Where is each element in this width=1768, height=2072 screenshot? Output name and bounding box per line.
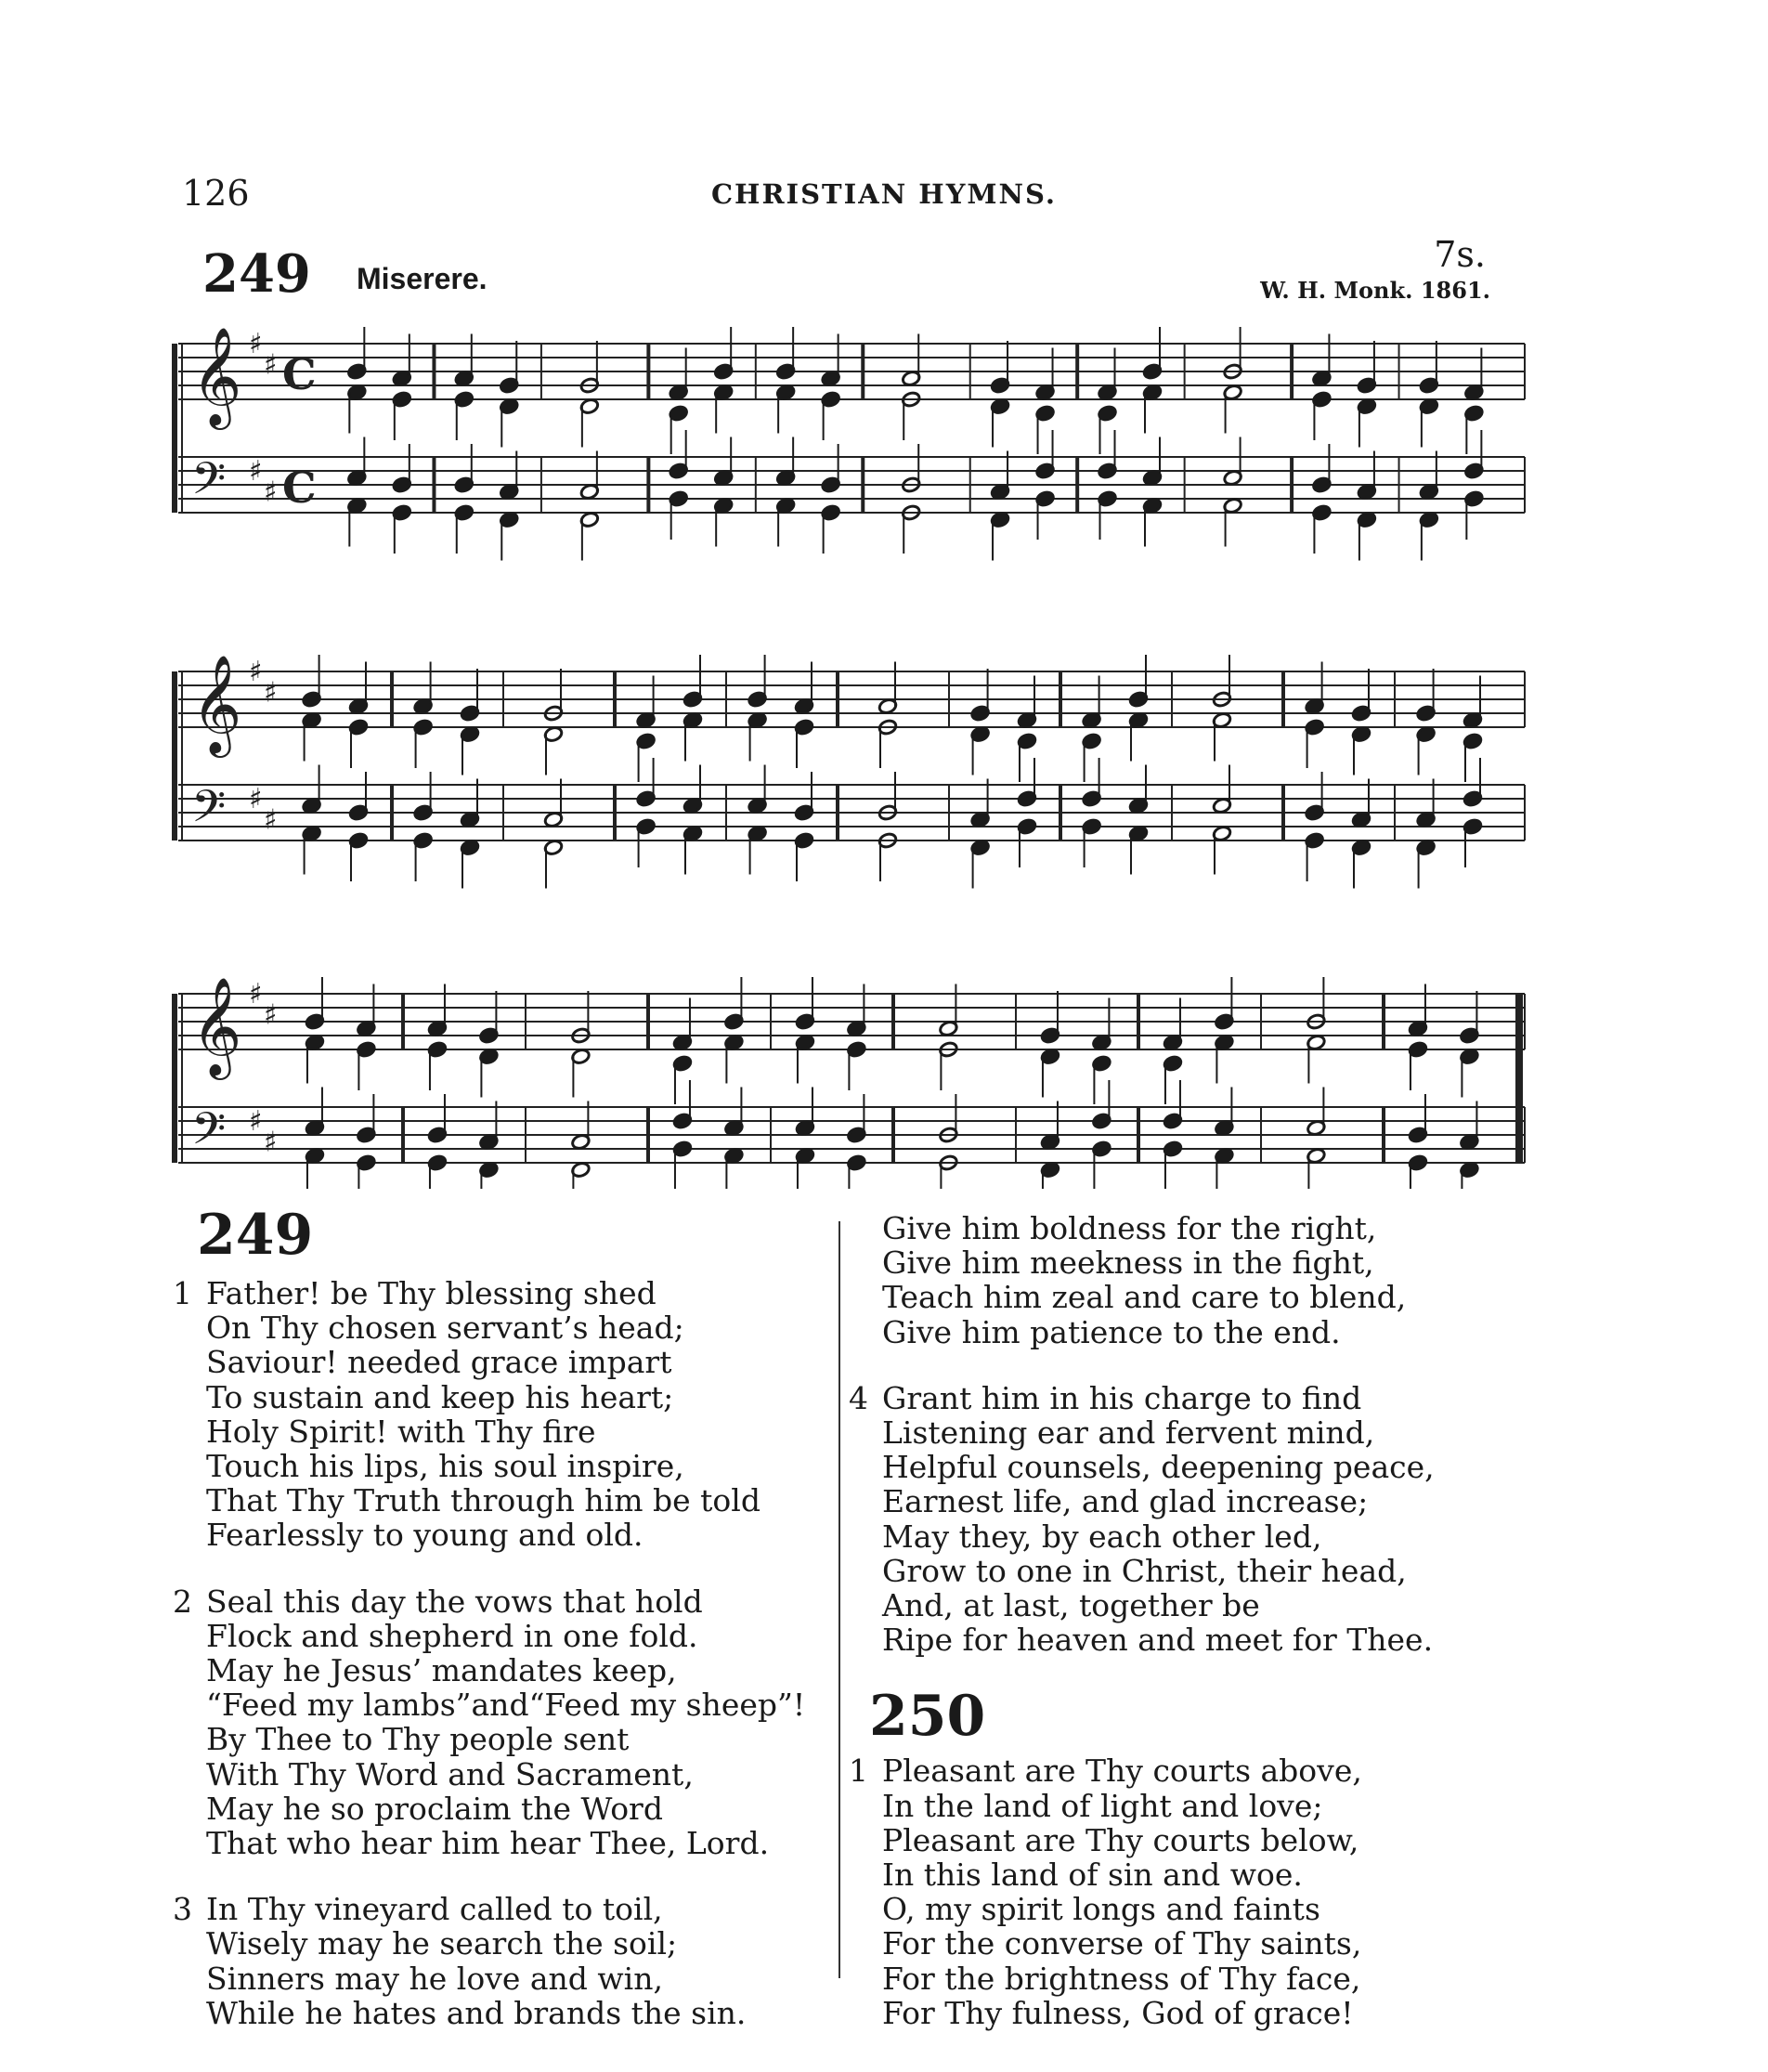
stanza-number: 4 <box>849 1379 868 1416</box>
verse-line: Ripe for heaven and meet for Thee. <box>882 1622 1434 1659</box>
stanza <box>849 1753 1476 2031</box>
sharp-icon: ♯ <box>264 998 278 1032</box>
bass-clef-icon: 𝄢 <box>191 452 227 515</box>
verse-line: Seal this day the vows that hold <box>206 1583 703 1620</box>
verse-line: Give him patience to the end. <box>882 1313 1341 1350</box>
stanza-number: 3 <box>173 1891 192 1928</box>
sharp-icon: ♯ <box>264 1126 278 1159</box>
verse-line: Pleasant are Thy courts above, <box>882 1753 1362 1790</box>
verse-line: And, at last, together be <box>882 1587 1260 1624</box>
sharp-icon: ♯ <box>249 978 263 1010</box>
sharp-icon: ♯ <box>249 656 263 688</box>
verse-line: Give him meekness in the fight, <box>882 1245 1374 1282</box>
music-score <box>167 306 1532 1189</box>
bass-clef-icon: 𝄢 <box>191 780 227 843</box>
meter: 7s. <box>1434 234 1486 275</box>
verse-line: On Thy chosen servant’s head; <box>206 1310 684 1347</box>
verse-line: Earnest life, and glad increase; <box>882 1483 1369 1520</box>
sharp-icon: ♯ <box>264 476 278 509</box>
sharp-icon: ♯ <box>249 328 263 360</box>
sharp-icon: ♯ <box>249 783 263 815</box>
verse-line: May he so proclaim the Word <box>206 1790 663 1827</box>
verse-line: To sustain and keep his heart; <box>206 1378 674 1415</box>
verse-line: Wisely may he search the soil; <box>206 1925 678 1962</box>
text-column-right <box>849 1210 1476 2062</box>
verse-line: Sinners may he love and win, <box>206 1960 663 1997</box>
stanza-number: 2 <box>173 1583 192 1620</box>
verse-line: By Thee to Thy people sent <box>206 1721 630 1758</box>
verse-line: Holy Spirit! with Thy fire <box>206 1413 596 1450</box>
verse-line: Helpful counsels, deepening peace, <box>882 1449 1435 1486</box>
composer: W. H. Monk. 1861. <box>1260 277 1490 304</box>
column-divider <box>838 1221 840 1978</box>
hymn-number: 250 <box>869 1684 986 1750</box>
verse-line: May he Jesus’ mandates keep, <box>206 1652 677 1689</box>
verse-line: Grow to one in Christ, their head, <box>882 1552 1407 1589</box>
treble-clef-icon: 𝄞 <box>191 976 242 1075</box>
common-time-icon: C <box>282 463 317 513</box>
running-title: CHRISTIAN HYMNS. <box>710 178 1058 210</box>
stanza <box>173 1275 838 1554</box>
sharp-icon: ♯ <box>249 455 263 488</box>
stanza <box>849 1379 1476 1659</box>
verse-line: Father! be Thy blessing shed <box>206 1275 656 1311</box>
sharp-icon: ♯ <box>264 676 278 710</box>
verse-line: For the brightness of Thy face, <box>882 1960 1361 1997</box>
bass-clef-icon: 𝄢 <box>191 1102 227 1166</box>
verse-line: O, my spirit longs and faints <box>882 1891 1320 1928</box>
verse-line: Teach him zeal and care to blend, <box>882 1279 1407 1316</box>
verse-line: Fearlessly to young and old. <box>206 1517 644 1554</box>
verse-line: With Thy Word and Sacrament, <box>206 1755 694 1792</box>
sharp-icon: ♯ <box>264 803 278 837</box>
verse-line: Saviour! needed grace impart <box>206 1344 672 1381</box>
verse-line: For the converse of Thy saints, <box>882 1925 1362 1962</box>
stanza <box>173 1891 838 2031</box>
hymn-number: 249 <box>197 1203 314 1268</box>
verse-line: That Thy Truth through him be told <box>206 1482 760 1519</box>
verse-line: May they, by each other led, <box>882 1518 1322 1555</box>
stanza-continued <box>882 1211 1476 1349</box>
verse-line: That who hear him hear Thee, Lord. <box>206 1825 770 1862</box>
verse-line: Grant him in his charge to find <box>882 1379 1362 1416</box>
sharp-icon: ♯ <box>249 1105 263 1138</box>
treble-clef-icon: 𝄞 <box>191 654 242 753</box>
verse-line: In Thy vineyard called to toil, <box>206 1891 663 1928</box>
tune-name: Miserere. <box>357 262 488 295</box>
verse-line: “Feed my lambs”and“Feed my sheep”! <box>206 1687 806 1724</box>
verse-line: Touch his lips, his soul inspire, <box>206 1448 684 1485</box>
stanza <box>173 1583 838 1862</box>
verse-line: While he hates and brands the sin. <box>206 1994 747 2031</box>
verse-line: Give him boldness for the right, <box>882 1210 1377 1246</box>
page-number: 126 <box>182 173 250 214</box>
stanza-number: 1 <box>849 1753 868 1790</box>
common-time-icon: C <box>282 349 317 399</box>
text-column-left <box>173 1203 838 2062</box>
verse-line: Flock and shepherd in one fold. <box>206 1617 698 1654</box>
verse-line: Listening ear and fervent mind, <box>882 1414 1375 1452</box>
tune-hymn-number: 249 <box>202 243 311 305</box>
verse-line: In the land of light and love; <box>882 1787 1323 1824</box>
stanza-number: 1 <box>173 1275 192 1311</box>
verse-line: For Thy fulness, God of grace! <box>882 1994 1354 2031</box>
verse-line: In this land of sin and woe. <box>882 1857 1303 1894</box>
verse-line: Pleasant are Thy courts below, <box>882 1821 1359 1858</box>
treble-clef-icon: 𝄞 <box>191 326 242 425</box>
sharp-icon: ♯ <box>264 348 278 382</box>
